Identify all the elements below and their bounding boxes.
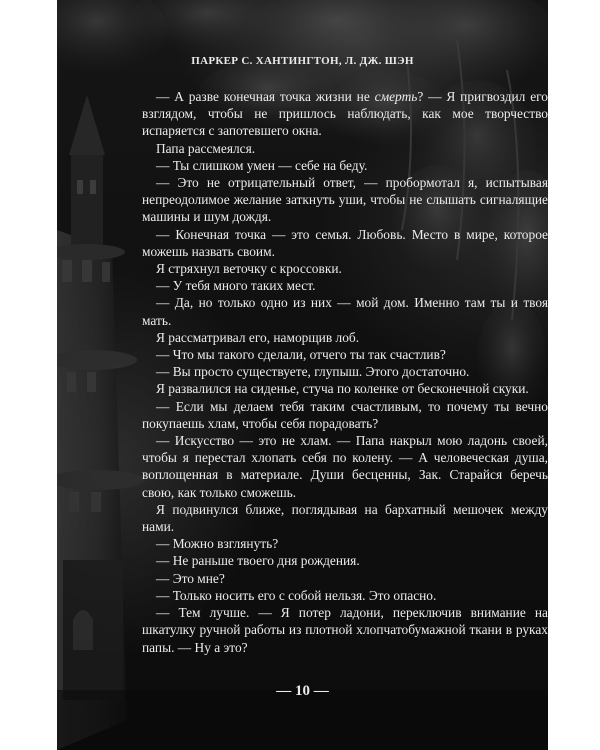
running-head: ПАРКЕР С. ХАНТИНГТОН, Л. ДЖ. ШЭН (191, 55, 414, 67)
paragraph: — Только носить его с собой нельзя. Это опасно. (156, 587, 437, 603)
paragraph: — Да, но только одно из них — мой дом. Именно там ты и твоя мать. (142, 295, 548, 328)
paragraph: — Вы просто существуете, глупыш. Этого достаточно. (156, 364, 470, 380)
paragraph: — Это мне? (156, 570, 225, 586)
paragraph: — Тем лучше. — Я потер ладони, переключив внимание на шкатулку ручной работы из плотной хлопчатобумажной ткани в руках папы. — Ну а это? (142, 605, 548, 655)
paragraph: — Что мы такого сделали, отчего ты так счастлив? (156, 347, 446, 363)
paragraph: Я стряхнул веточку с кроссовки. (156, 261, 342, 277)
paragraph: — А разве конечная точка жизни не смерть? — Я пригвоздил его взглядом, чтобы не пришлось наблюдать, как мое творчество испаряется с запотевшего окна. (142, 89, 548, 139)
page-number: — 10 — (276, 683, 329, 699)
paragraph: — Если мы делаем тебя таким счастливым, то почему ты вечно покупаешь хлам, чтобы себя порадовать? (142, 398, 548, 431)
paragraph: — Это не отрицательный ответ, — пробормотал я, испытывая непреодолимое желание заткнуть уши, чтобы не слышать сигналящие машины и шум дождя. (142, 175, 548, 225)
body-text (142, 88, 548, 656)
paragraph: — Конечная точка — это семья. Любовь. Место в мире, которое можешь назвать своим. (142, 226, 548, 259)
paragraph: — Ты слишком умен — себе на беду. (156, 157, 368, 173)
paragraph: — Не раньше твоего дня рождения. (156, 553, 360, 569)
paragraph: Я рассматривал его, наморщив лоб. (156, 329, 360, 345)
paragraph: — Искусство — это не хлам. — Папа накрыл мою ладонь своей, чтобы я перестал хлопать себя по колену. — А человеческая душа, воплощенная в материале. Души бесценны, Зак. Старайся беречь свою, как только сможешь. (142, 433, 548, 500)
book-page (57, 0, 548, 750)
paragraph: — У тебя много таких мест. (156, 278, 316, 294)
paragraph: Я подвинулся ближе, поглядывая на бархатный мешочек между нами. (142, 501, 548, 535)
paragraph: Папа рассмеялся. (156, 140, 256, 156)
paragraph: Я развалился на сиденье, стуча по коленке от бесконечной скуки. (156, 381, 529, 397)
tower-illustration (57, 95, 145, 750)
paragraph: — Можно взглянуть? (156, 536, 279, 552)
emphasis-text: смерть (374, 89, 418, 104)
